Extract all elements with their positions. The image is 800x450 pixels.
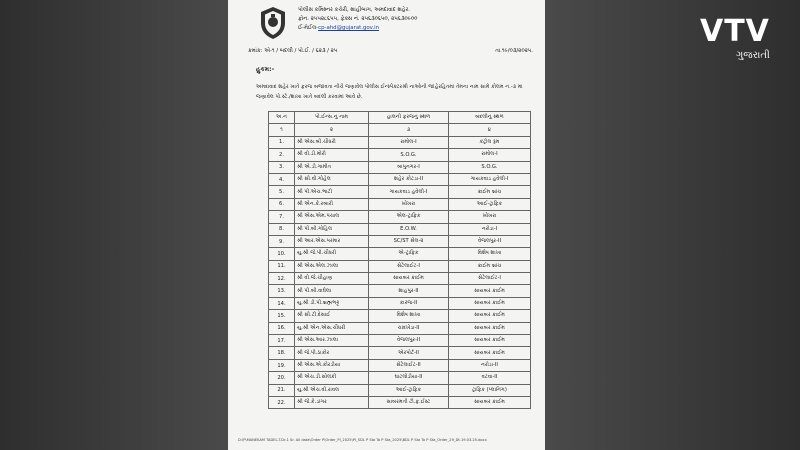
officer-name-cell: શ્રી વી.ડી.મોરી (295, 149, 369, 161)
current-post-cell: આઈ-ટ્રાફિક (369, 384, 449, 396)
new-post-cell: ટ્રાફિક (પ્લાનિંગ) (449, 384, 531, 396)
current-post-cell: શહેર કોટડા-II (369, 173, 449, 185)
current-post-cell: સેટેલાઈટ-II (369, 359, 449, 371)
column-number: ૨ (295, 124, 369, 136)
table-header-row (269, 112, 531, 124)
new-post-cell: આઈ-ટ્રાફિક (449, 198, 531, 210)
serial-cell: 13. (269, 285, 295, 297)
officer-name-cell: શ્રી આર.એસ.પરમાર (295, 235, 369, 247)
serial-cell: 14. (269, 297, 295, 309)
current-post-cell: SC/ST સેલ-૨ (369, 235, 449, 247)
new-post-cell: સાયબર ક્રાઈમ (449, 285, 531, 297)
order-title: હુકમ:- (256, 66, 275, 73)
new-post-cell: કંટ્રોલ રૂમ (449, 136, 531, 148)
current-post-cell: સાબરમતી ટી.ફ.ઈસ્ટ (369, 396, 449, 408)
reference-number: ક્રમાંક: એ-૧ / બદલી / પો.ઈ. / ૬૨૩ / ૨૫ (248, 48, 338, 54)
email-label: ઈ-મેઈલ- (298, 25, 319, 31)
officer-name-cell: શ્રી એસ.એલ.ઝાલા (295, 260, 369, 272)
new-post-cell: નરોડા-I (449, 223, 531, 235)
officer-name-cell: શ્રી જે.કે.ડાંગર (295, 396, 369, 408)
serial-cell: 22. (269, 396, 295, 408)
new-post-cell: નરોડા-II (449, 359, 531, 371)
serial-cell: 16. (269, 322, 295, 334)
current-post-cell: સાયબર ક્રાઈમ (369, 273, 449, 285)
officer-name-cell: શ્રી સી.ટી.દેસાઈ (295, 310, 369, 322)
new-post-cell: ખોખરા (449, 211, 531, 223)
file-path-footer: D:\P\MANEKAM TADEL-T.Dr-1 Sr. All data\Order P\Order_PI_2025\PI_SDL P Sta To P Sta_2025\BDL P Sta To P Sta_Order_29_Dt.19.03.25.docx (238, 438, 487, 442)
new-post-cell: ક્રાઈમ બ્રાંચ (449, 260, 531, 272)
current-post-cell: ખોખરા (369, 198, 449, 210)
new-post-cell: વટવા-II (449, 372, 531, 384)
table-row (269, 273, 531, 285)
current-post-cell: સેટેલાઈટ-I (369, 260, 449, 272)
table-row (269, 198, 531, 210)
background-left (0, 0, 228, 450)
serial-cell: 5. (269, 186, 295, 198)
current-post-cell: એ-ટ્રાફિક (369, 248, 449, 260)
table-row (269, 310, 531, 322)
table-row (269, 211, 531, 223)
officer-name-cell: શ્રી પી.બી.વાઘેલા (295, 285, 369, 297)
current-post-cell: એરપોર્ટ-II (369, 347, 449, 359)
officer-name-cell: યુ.શ્રી એચ.વી.રાવલ (295, 384, 369, 396)
header-new-post: બદલીનું સ્થળ (449, 112, 531, 124)
table-row (269, 322, 531, 334)
serial-cell: 4. (269, 173, 295, 185)
new-post-cell: ગાયકવાડ હવેલી-I (449, 173, 531, 185)
header-current-post: હાલની ફરજનું સ્થળ (369, 112, 449, 124)
transfer-table (268, 111, 531, 409)
new-post-cell: સાયબર ક્રાઈમ (449, 310, 531, 322)
table-row (269, 173, 531, 185)
table-row (269, 235, 531, 247)
serial-cell: 8. (269, 223, 295, 235)
column-number: ૩ (369, 124, 449, 136)
office-email-row (298, 24, 538, 33)
vtv-subtitle: ગુજરાતી (736, 50, 770, 61)
current-post-cell: E.O.W. (369, 223, 449, 235)
current-post-cell: ગાયકવાડ હવેલી-I (369, 186, 449, 198)
office-phone: ફોન. ૨૫૫૨૮૬૫૫, ફેક્સ નં. ૨૫૬૩૦૬૫૦, ૨૫૬૩૦૯૦૦ (298, 16, 418, 22)
table-row (269, 372, 531, 384)
new-post-cell: સાયબર ક્રાઈમ (449, 347, 531, 359)
officer-name-cell: શ્રી જે.પી.ઠાકોર (295, 347, 369, 359)
serial-cell: 11. (269, 260, 295, 272)
new-post-cell: રામોલ-I (449, 149, 531, 161)
document-page (228, 0, 545, 450)
serial-cell: 18. (269, 347, 295, 359)
current-post-cell: કારંજ-II (369, 297, 449, 309)
table-row (269, 161, 531, 173)
officer-name-cell: યુ.શ્રી ડી.પી.બ્રહ્મભટ્ટ (295, 297, 369, 309)
table-row (269, 149, 531, 161)
table-row (269, 186, 531, 198)
current-post-cell: રામોલ-I (369, 136, 449, 148)
officer-name-cell: શ્રી સી.વી.ગોહેલ (295, 173, 369, 185)
serial-cell: 9. (269, 235, 295, 247)
table-row (269, 248, 531, 260)
vtv-logo: VTV (700, 14, 770, 49)
table-row (269, 396, 531, 408)
officer-name-cell: શ્રી એસ.આર.ઝાલા (295, 335, 369, 347)
serial-cell: 7. (269, 211, 295, 223)
reference-line (248, 48, 533, 55)
officer-name-cell: શ્રી એચ.ડી.સોલંકી (295, 372, 369, 384)
serial-cell: 17. (269, 335, 295, 347)
serial-cell: 2. (269, 149, 295, 161)
new-post-cell: ક્રાઈમ બ્રાંચ (449, 186, 531, 198)
current-post-cell: S.O.G. (369, 149, 449, 161)
office-email: cp-ahd@gujarat.gov.in (318, 25, 380, 31)
new-post-cell: સેટેલાઈટ-I (449, 273, 531, 285)
reference-date: તા.૧૯/૦૩/૨૦૨૫. (495, 48, 533, 54)
serial-cell: 6. (269, 198, 295, 210)
header-name: પો.ઈન્સ.નું નામ (295, 112, 369, 124)
officer-name-cell: શ્રી એસ.બી.ચૌધરી (295, 136, 369, 148)
header-serial: અ.નં (269, 112, 295, 124)
table-column-number-row (269, 124, 531, 136)
table-row (269, 285, 531, 297)
table-row (269, 297, 531, 309)
new-post-cell: સાયબર ક્રાઈમ (449, 322, 531, 334)
officer-name-cell: યુ.શ્રી એન.એસ.ચૌધરી (295, 322, 369, 334)
serial-cell: 21. (269, 384, 295, 396)
order-paragraph: અમદાવાદ શહેર ખાતે ફરજ બજાવતા નીચે જણાવેલ પોલીસ ઈન્સ્પેક્ટરશ્રી નાઓની જાહેરહિતમાં તેમના નામ સામે કોલમ નં.-૩ માં જણાવેલ પો.સ્ટે./શાખા ખાતે બદલી કરવામાં આવે છે. (256, 84, 523, 100)
serial-cell: 19. (269, 359, 295, 371)
current-post-cell: ઘાટલોડીયા-II (369, 372, 449, 384)
current-post-cell: ચાંદખેડા-II (369, 322, 449, 334)
table-row (269, 223, 531, 235)
new-post-cell: સાયબર ક્રાઈમ (449, 396, 531, 408)
office-name: પોલીસ કમિશ્નર કચેરી, શાહીબાગ, અમદાવાદ શહેર. (298, 7, 410, 13)
officer-name-cell: યુ.શ્રી જે.પી.ચૌધરી (295, 248, 369, 260)
serial-cell: 10. (269, 248, 295, 260)
officer-name-cell: શ્રી પી.એચ.ભાટી (295, 186, 369, 198)
officer-name-cell: શ્રી વી.જે.ચૌહાણ (295, 273, 369, 285)
current-post-cell: વેજલપુર-II (369, 335, 449, 347)
officer-name-cell: શ્રી પી.બી.ગોહિલ (295, 223, 369, 235)
officer-name-cell: શ્રી એસ.એ.કોરડીયા (295, 359, 369, 371)
officer-name-cell: શ્રી એ.ડી.ગામીત (295, 161, 369, 173)
new-post-cell: સાયબર ક્રાઈમ (449, 335, 531, 347)
table-row (269, 335, 531, 347)
serial-cell: 3. (269, 161, 295, 173)
current-post-cell: બાપુનગર-I (369, 161, 449, 173)
column-number: ૧ (269, 124, 295, 136)
new-post-cell: વેજલપુર-II (449, 235, 531, 247)
table-row (269, 136, 531, 148)
serial-cell: 1. (269, 136, 295, 148)
serial-cell: 20. (269, 372, 295, 384)
column-number: ૪ (449, 124, 531, 136)
current-post-cell: શાહપુર-II (369, 285, 449, 297)
current-post-cell: એલ-ટ્રાફિક (369, 211, 449, 223)
police-emblem-icon (258, 6, 288, 40)
new-post-cell: વિશેષ શાખા (449, 248, 531, 260)
table-row (269, 347, 531, 359)
table-row (269, 359, 531, 371)
office-header (298, 6, 538, 33)
officer-name-cell: શ્રી એસ.એમ.પંચાલ (295, 211, 369, 223)
table-row (269, 260, 531, 272)
serial-cell: 12. (269, 273, 295, 285)
officer-name-cell: શ્રી એન.કે.રબારી (295, 198, 369, 210)
new-post-cell: સાયબર ક્રાઈમ (449, 297, 531, 309)
new-post-cell: S.O.G. (449, 161, 531, 173)
background-right (545, 0, 800, 450)
serial-cell: 15. (269, 310, 295, 322)
current-post-cell: વિશેષ શાખા (369, 310, 449, 322)
table-row (269, 384, 531, 396)
